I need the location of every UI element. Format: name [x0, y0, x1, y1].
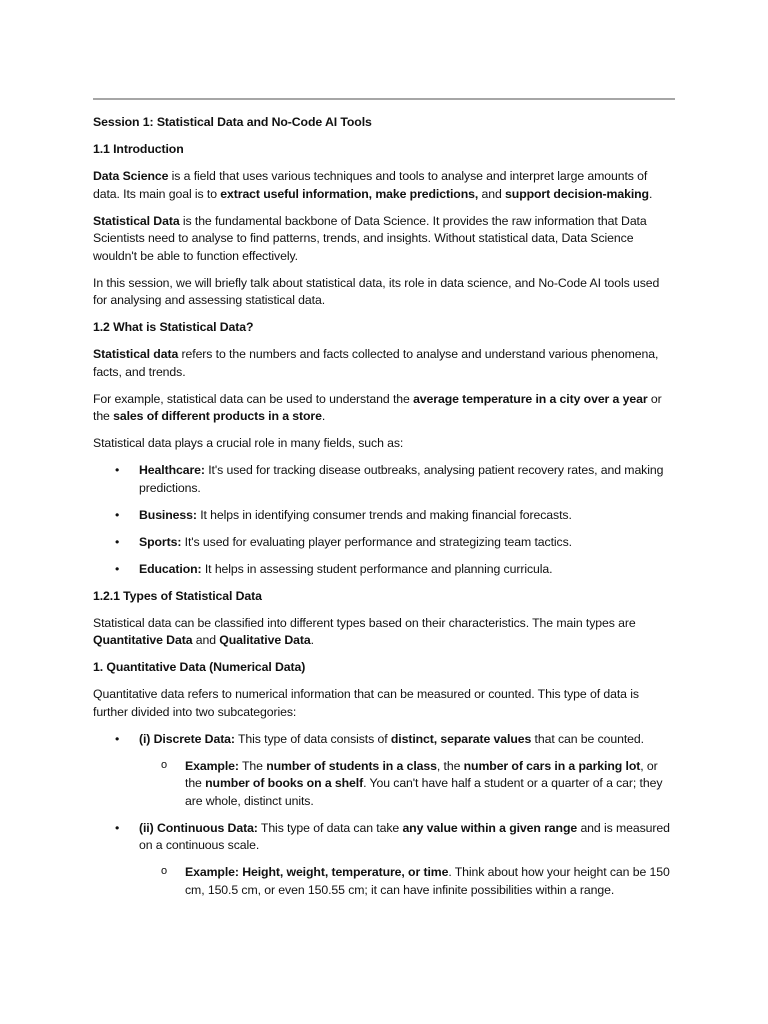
paragraph-quantitative-definition: Quantitative data refers to numerical information that can be measured or counted. This type of data is further divided into two subcategories: — [93, 687, 639, 719]
list-item-sports: • Sports: It's used for evaluating player performance and strategizing team tactics. — [93, 534, 675, 552]
paragraph-fields-intro: Statistical data plays a crucial role in many fields, such as: — [93, 436, 404, 450]
list-item-discrete-example: o Example: The number of students in a class, the number of cars in a parking lot, or the number of books on a shelf. You can't have half a student or a quarter of a car; they are whole, distinct units. — [161, 758, 663, 808]
document-title: Session 1: Statistical Data and No-Code AI Tools — [93, 115, 372, 129]
list-item-healthcare: • Healthcare: It's used for tracking disease outbreaks, analysing patient recovery rates, and making predictions. — [115, 463, 664, 495]
quantitative-subtypes-list — [93, 731, 675, 900]
section-heading-what-is: 1.2 What is Statistical Data? — [93, 320, 254, 334]
list-item-discrete: • (i) Discrete Data: This type of data consists of distinct, separate values that can be counted. o Example: The number of students in a class, the number of cars in a parking lot, or the number of books on a shelf. You can't have half a student or a quarter of a car; they are whole, distinct units. — [93, 731, 675, 811]
paragraph-types-intro: Statistical data can be classified into different types based on their characteristics. The main types are Quantitative Data and Qualitative Data. — [93, 615, 636, 647]
section-heading-intro: 1.1 Introduction — [93, 142, 184, 156]
document-body — [93, 114, 675, 899]
document-page — [93, 98, 675, 909]
header-rule — [93, 98, 675, 100]
bullet-icon: • — [115, 820, 120, 835]
paragraph-statistical-data-backbone: Statistical Data is the fundamental backbone of Data Science. It provides the raw information that Data Scientists need to analyse to find patterns, trends, and insights. Without statistical data, Data Science wouldn't be able to function effectively. — [93, 213, 647, 263]
fields-list — [93, 462, 675, 578]
paragraph-definition: Statistical data refers to the numbers and facts collected to analyse and understand various phenomena, facts, and trends. — [93, 347, 659, 379]
bullet-icon: • — [115, 561, 120, 576]
continuous-example-list — [139, 864, 675, 899]
bullet-icon: • — [115, 507, 120, 522]
subsection-heading-quantitative: 1. Quantitative Data (Numerical Data) — [93, 660, 306, 674]
sub-bullet-icon: o — [161, 758, 168, 771]
paragraph-data-science: Data Science is a field that uses various techniques and tools to analyse and interpret large amounts of data. Its main goal is to extract useful information, make predictions, and support decision-making. — [93, 169, 653, 201]
paragraph-session-overview: In this session, we will briefly talk about statistical data, its role in data science, and No-Code AI tools used for analysing and assessing statistical data. — [93, 275, 660, 307]
discrete-example-list — [139, 758, 675, 811]
bullet-icon: • — [115, 731, 120, 746]
section-heading-types: 1.2.1 Types of Statistical Data — [93, 588, 262, 603]
paragraph-example: For example, statistical data can be used to understand the average temperature in a city over a year or the sales of different products in a store. — [93, 391, 662, 423]
list-item-continuous: • (ii) Continuous Data: This type of data can take any value within a given range and is measured on a continuous scale. o Example: Height, weight, temperature, or time. Think about how your height can be 150 cm, 150.5 cm, or even 150.55 cm; it can have infinite possibilities within a range. — [93, 820, 675, 900]
bullet-icon: • — [115, 463, 120, 477]
list-item-continuous-example: o Example: Height, weight, temperature, or time. Think about how your height can be 150 cm, 150.5 cm, or even 150.55 cm; it can have infinite possibilities within a range. — [161, 865, 670, 897]
list-item-education: • Education: It helps in assessing student performance and planning curricula. — [93, 561, 675, 579]
sub-bullet-icon: o — [161, 865, 168, 877]
bullet-icon: • — [115, 534, 120, 549]
list-item-business: • Business: It helps in identifying consumer trends and making financial forecasts. — [93, 507, 675, 525]
